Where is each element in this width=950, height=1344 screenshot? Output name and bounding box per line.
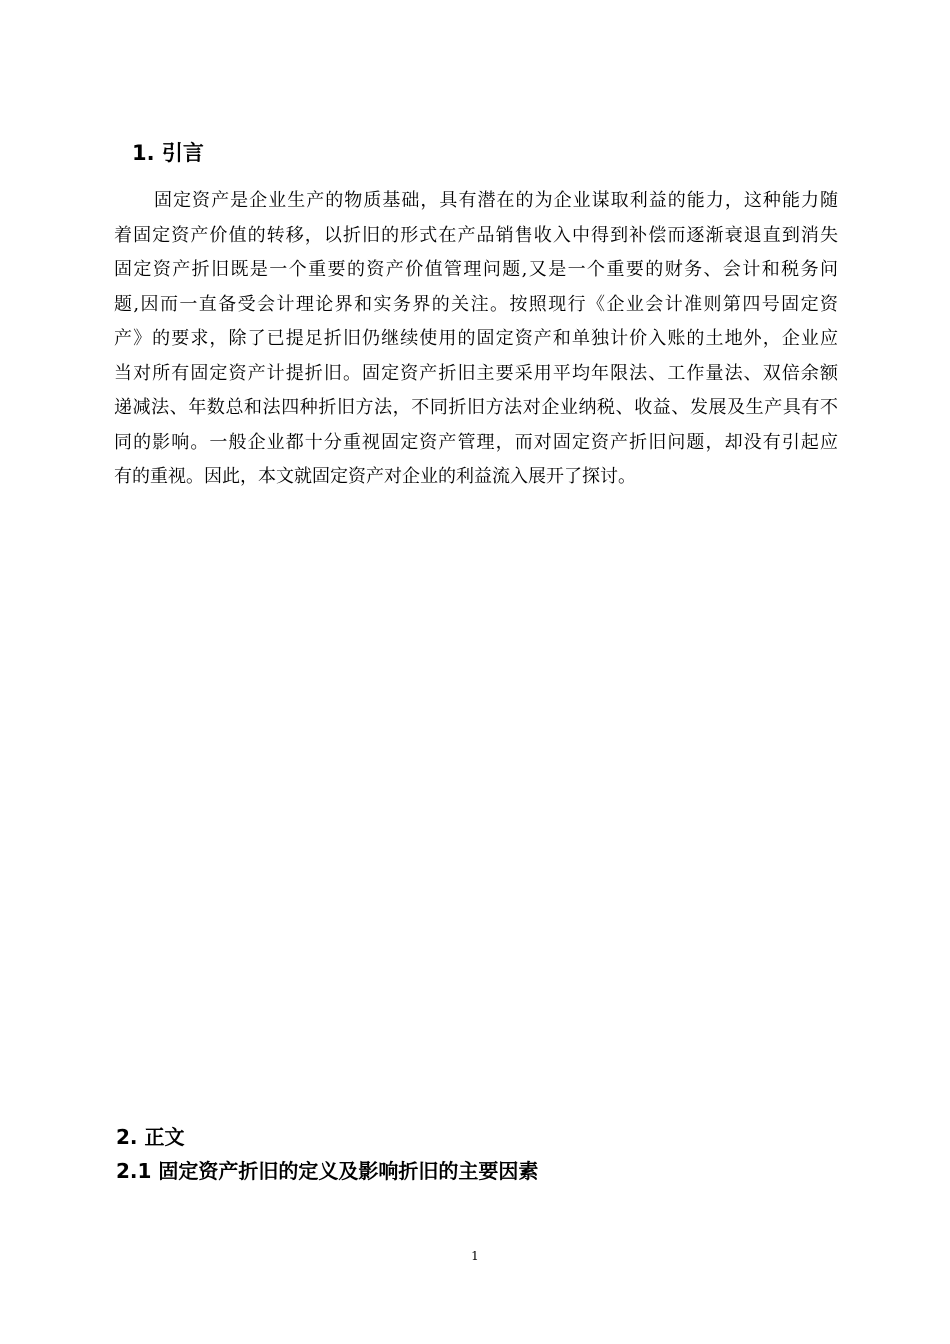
- paragraph-line: 同的影响。一般企业都十分重视固定资产管理，而对固定资产折旧问题，却没有引起应: [114, 431, 838, 453]
- page-number: 1: [471, 1249, 479, 1263]
- paragraph-line: 着固定资产价值的转移，以折旧的形式在产品销售收入中得到补偿而逐渐衰退直到消失: [114, 224, 838, 246]
- section-heading-main-body: 2. 正文: [116, 1125, 185, 1149]
- paragraph-line: 有的重视。因此，本文就固定资产对企业的利益流入展开了探讨。: [114, 466, 636, 487]
- paragraph-line: 递减法、年数总和法四种折旧方法，不同折旧方法对企业纳税、收益、发展及生产具有不: [114, 397, 838, 418]
- introduction-paragraph: [114, 184, 838, 495]
- paragraph-line: 固定资产是企业生产的物质基础，具有潜在的为企业谋取利益的能力，这种能力随: [154, 190, 838, 211]
- section-heading-introduction: 1. 引言: [132, 141, 204, 165]
- paragraph-line: 题,因而一直备受会计理论界和实务界的关注。按照现行《企业会计准则第四号固定资: [114, 293, 838, 315]
- subsection-heading-depreciation-definition: 2.1 固定资产折旧的定义及影响折旧的主要因素: [116, 1159, 539, 1183]
- paragraph-line: 固定资产折旧既是一个重要的资产价值管理问题,又是一个重要的财务、会计和税务问: [114, 259, 838, 280]
- paragraph-line: 产》的要求，除了已提足折旧仍继续使用的固定资产和单独计价入账的土地外，企业应: [114, 328, 838, 349]
- paragraph-line: 当对所有固定资产计提折旧。固定资产折旧主要采用平均年限法、工作量法、双倍余额: [114, 362, 838, 384]
